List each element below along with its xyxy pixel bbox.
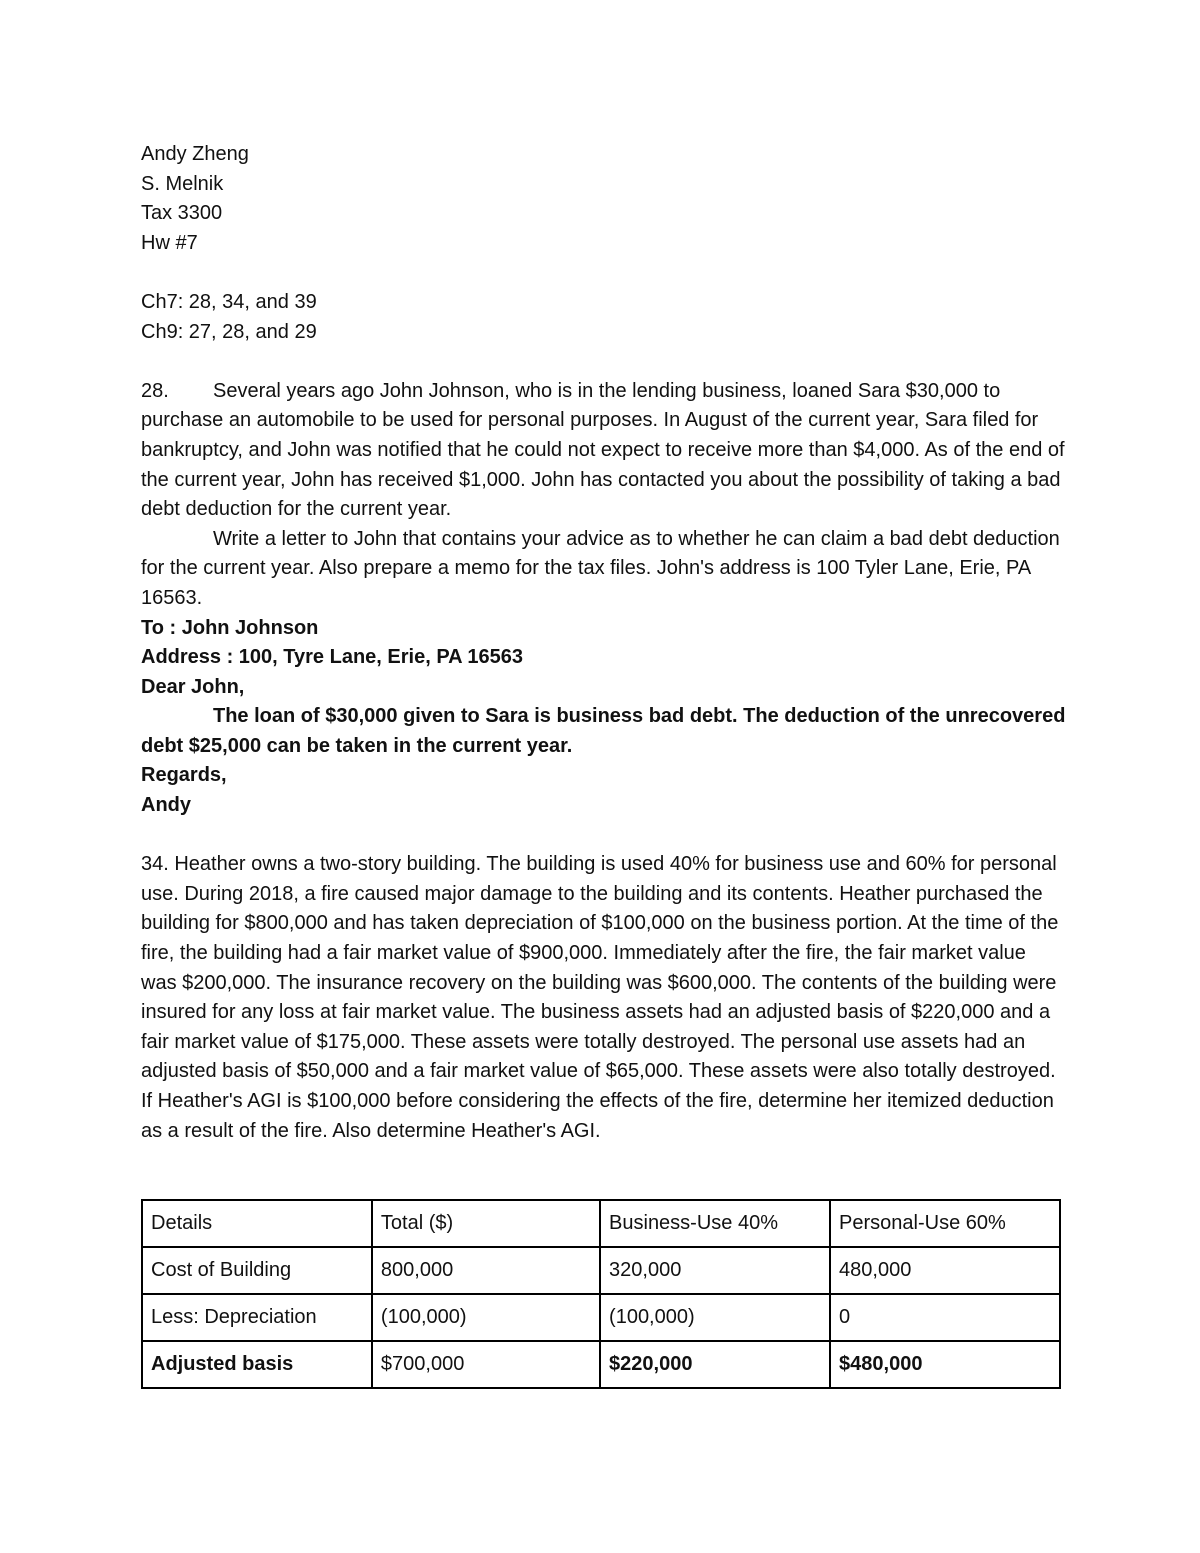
table-cell: 0 — [830, 1294, 1060, 1341]
table-cell: 800,000 — [372, 1247, 600, 1294]
course-name: Tax 3300 — [141, 202, 223, 225]
table-cell: $220,000 — [600, 1341, 830, 1388]
table-cell: 320,000 — [600, 1247, 830, 1294]
instructor-name: S. Melnik — [141, 172, 224, 195]
letter-address: Address : 100, Tyre Lane, Erie, PA 16563 — [141, 646, 524, 669]
table-header-cell: Total ($) — [372, 1200, 600, 1247]
table-row — [142, 1247, 1060, 1294]
table-cell: Cost of Building — [142, 1247, 372, 1294]
table-cell: 480,000 — [830, 1247, 1060, 1294]
letter-closing: Regards, — [141, 764, 227, 787]
table-cell: (100,000) — [372, 1294, 600, 1341]
q34-question: 34. Heather owns a two-story building. The building is used 40% for business use and 60% for personal use. During 2018, a fire caused major damage to the building and its contents. Heather purchased the building for $800,000 and has taken depreciation of $100,000 on the business portion. At the time of the fire, the building had a fair market value of $900,000. Immediately after the fire, the fair market value was $200,000. The insurance recovery on the building was $600,000. The contents of the building were insured for any loss at fair market value. The business assets had an adjusted basis of $220,000 and a fair market value of $175,000. These assets were totally destroyed. The personal use assets had an adjusted basis of $50,000 and a fair market value of $65,000. These assets were also totally destroyed. If Heather's AGI is $100,000 before considering the effects of the fire, determine her itemized deduction as a result of the fire. Also determine Heather's AGI. — [141, 853, 1059, 1142]
table-cell: $700,000 — [372, 1341, 600, 1388]
student-name: Andy Zheng — [141, 143, 249, 165]
q28-paragraph-1: Several years ago John Johnson, who is in the lending business, loaned Sara $30,000 to purchase an automobile to be used for personal purposes. In August of the current year, Sara filed for bankruptcy, and John was notified that he could not expect to receive more than $4,000. As of the end of the current year, John has received $1,000. John has contacted you about the possibility of taking a bad debt deduction for the current year. — [141, 379, 1065, 521]
table-header-cell: Personal-Use 60% — [830, 1200, 1060, 1247]
q28-instructions — [141, 525, 1066, 614]
table-header-cell: Details — [142, 1200, 372, 1247]
table-row — [142, 1294, 1060, 1341]
table-header-cell: Business-Use 40% — [600, 1200, 830, 1247]
table-header-row — [142, 1200, 1060, 1247]
q28-paragraph-2: Write a letter to John that contains your advice as to whether he can claim a bad debt deduction for the current year. Also prepare a memo for the tax files. John's address is 100 Tyler Lane, Erie, PA 16563. — [141, 527, 1060, 609]
letter-body: The loan of $30,000 given to Sara is business bad debt. The deduction of the unrecovered debt $25,000 can be taken in the current year. — [141, 705, 1066, 757]
table-row — [142, 1341, 1060, 1388]
building-basis-table — [141, 1199, 1061, 1389]
table-cell: Adjusted basis — [142, 1341, 372, 1388]
ch7-problems: Ch7: 28, 34, and 39 — [141, 290, 317, 313]
q28-number: 28. — [141, 379, 169, 402]
letter-body-para — [141, 702, 1066, 761]
letter-signature: Andy — [141, 794, 191, 817]
document-page — [141, 140, 1066, 1146]
table-cell: Less: Depreciation — [142, 1294, 372, 1341]
ch9-problems: Ch9: 27, 28, and 29 — [141, 320, 317, 343]
letter-salutation: Dear John, — [141, 675, 245, 698]
q28-question — [141, 377, 1066, 525]
table-cell: (100,000) — [600, 1294, 830, 1341]
letter-to: To : John Johnson — [141, 616, 319, 639]
table-cell: $480,000 — [830, 1341, 1060, 1388]
assignment-title: Hw #7 — [141, 231, 198, 254]
